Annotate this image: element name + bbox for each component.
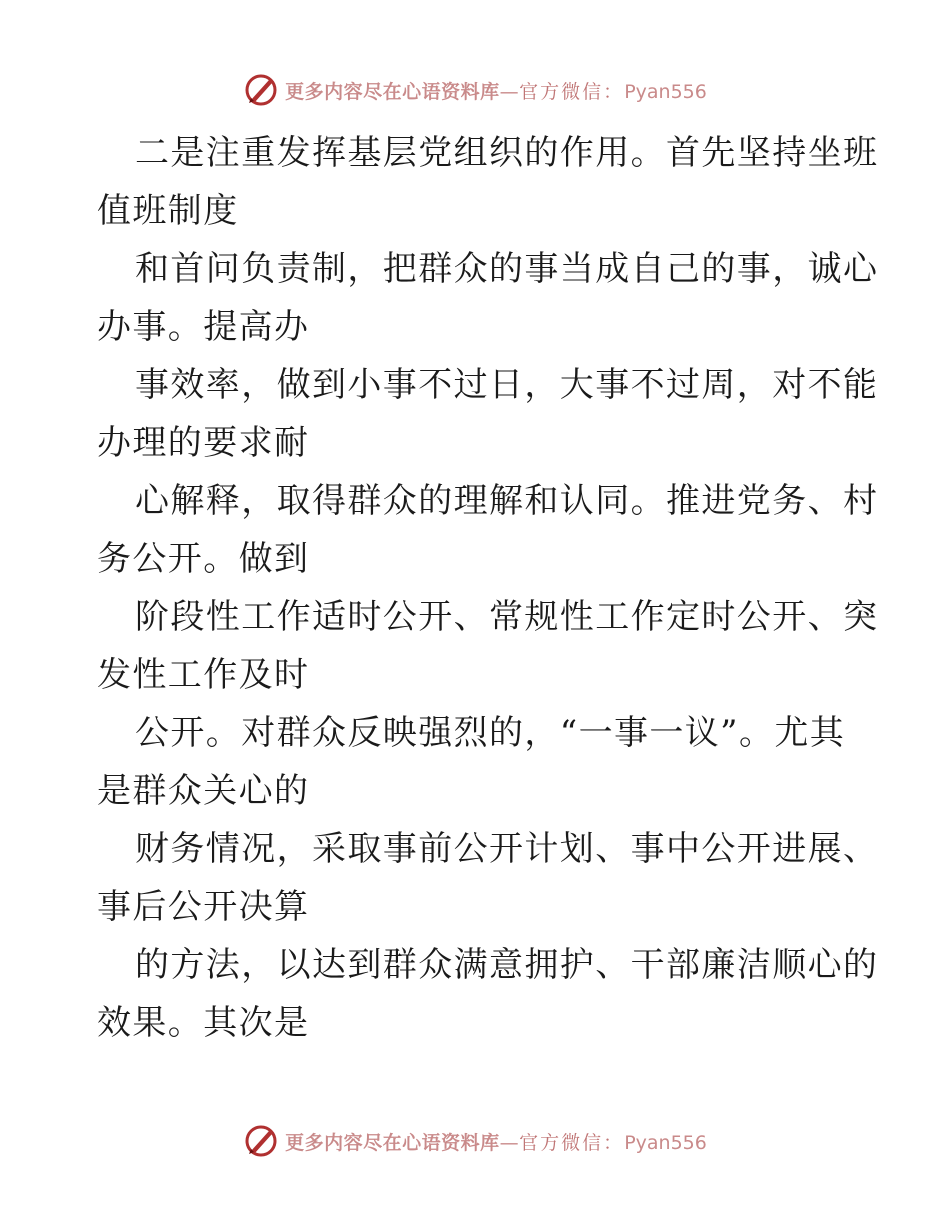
body-line: 财务情况，采取事前公开计划、事中公开进展、 [135,829,879,869]
body-line: 事效率，做到小事不过日，大事不过周，对不能 [135,365,879,405]
footer-brand-text: 更多内容尽在心语资料库 [285,1131,500,1154]
body-line: 公开。对群众反映强烈的，“一事一议”。尤其 [135,713,846,753]
header-banner [0,70,950,110]
footer-wechat-id: Pyan556 [624,1131,707,1154]
header-separator: — [499,80,520,103]
body-line: 发性工作及时 [97,655,310,695]
footer-separator: — [499,1131,520,1154]
footer-banner-text [285,1128,707,1155]
document-body [97,124,879,1052]
header-wechat-label: 官方微信： [519,80,625,103]
header-wechat-id: Pyan556 [624,80,707,103]
body-line: 值班制度 [97,191,239,231]
header-banner-text [285,77,707,104]
body-line: 心解释，取得群众的理解和认同。推进党务、村 [135,481,879,521]
footer-banner [0,1121,950,1161]
header-brand-text: 更多内容尽在心语资料库 [285,80,500,103]
footer-wechat-label: 官方微信： [519,1131,625,1154]
body-line: 二是注重发挥基层党组织的作用。首先坚持坐班 [135,133,879,173]
body-line: 办理的要求耐 [97,423,310,463]
body-line: 务公开。做到 [97,539,310,579]
body-line: 事后公开决算 [97,887,310,927]
body-line: 效果。其次是 [97,1003,310,1043]
body-line: 是群众关心的 [97,771,310,811]
body-line: 的方法，以达到群众满意拥护、干部廉洁顺心的 [135,945,879,985]
body-line: 办事。提高办 [97,307,310,347]
quill-pen-circle-icon [243,1123,279,1159]
body-line: 和首问负责制，把群众的事当成自己的事，诚心 [135,249,879,289]
quill-pen-circle-icon [243,72,279,108]
body-line: 阶段性工作适时公开、常规性工作定时公开、突 [135,597,879,637]
